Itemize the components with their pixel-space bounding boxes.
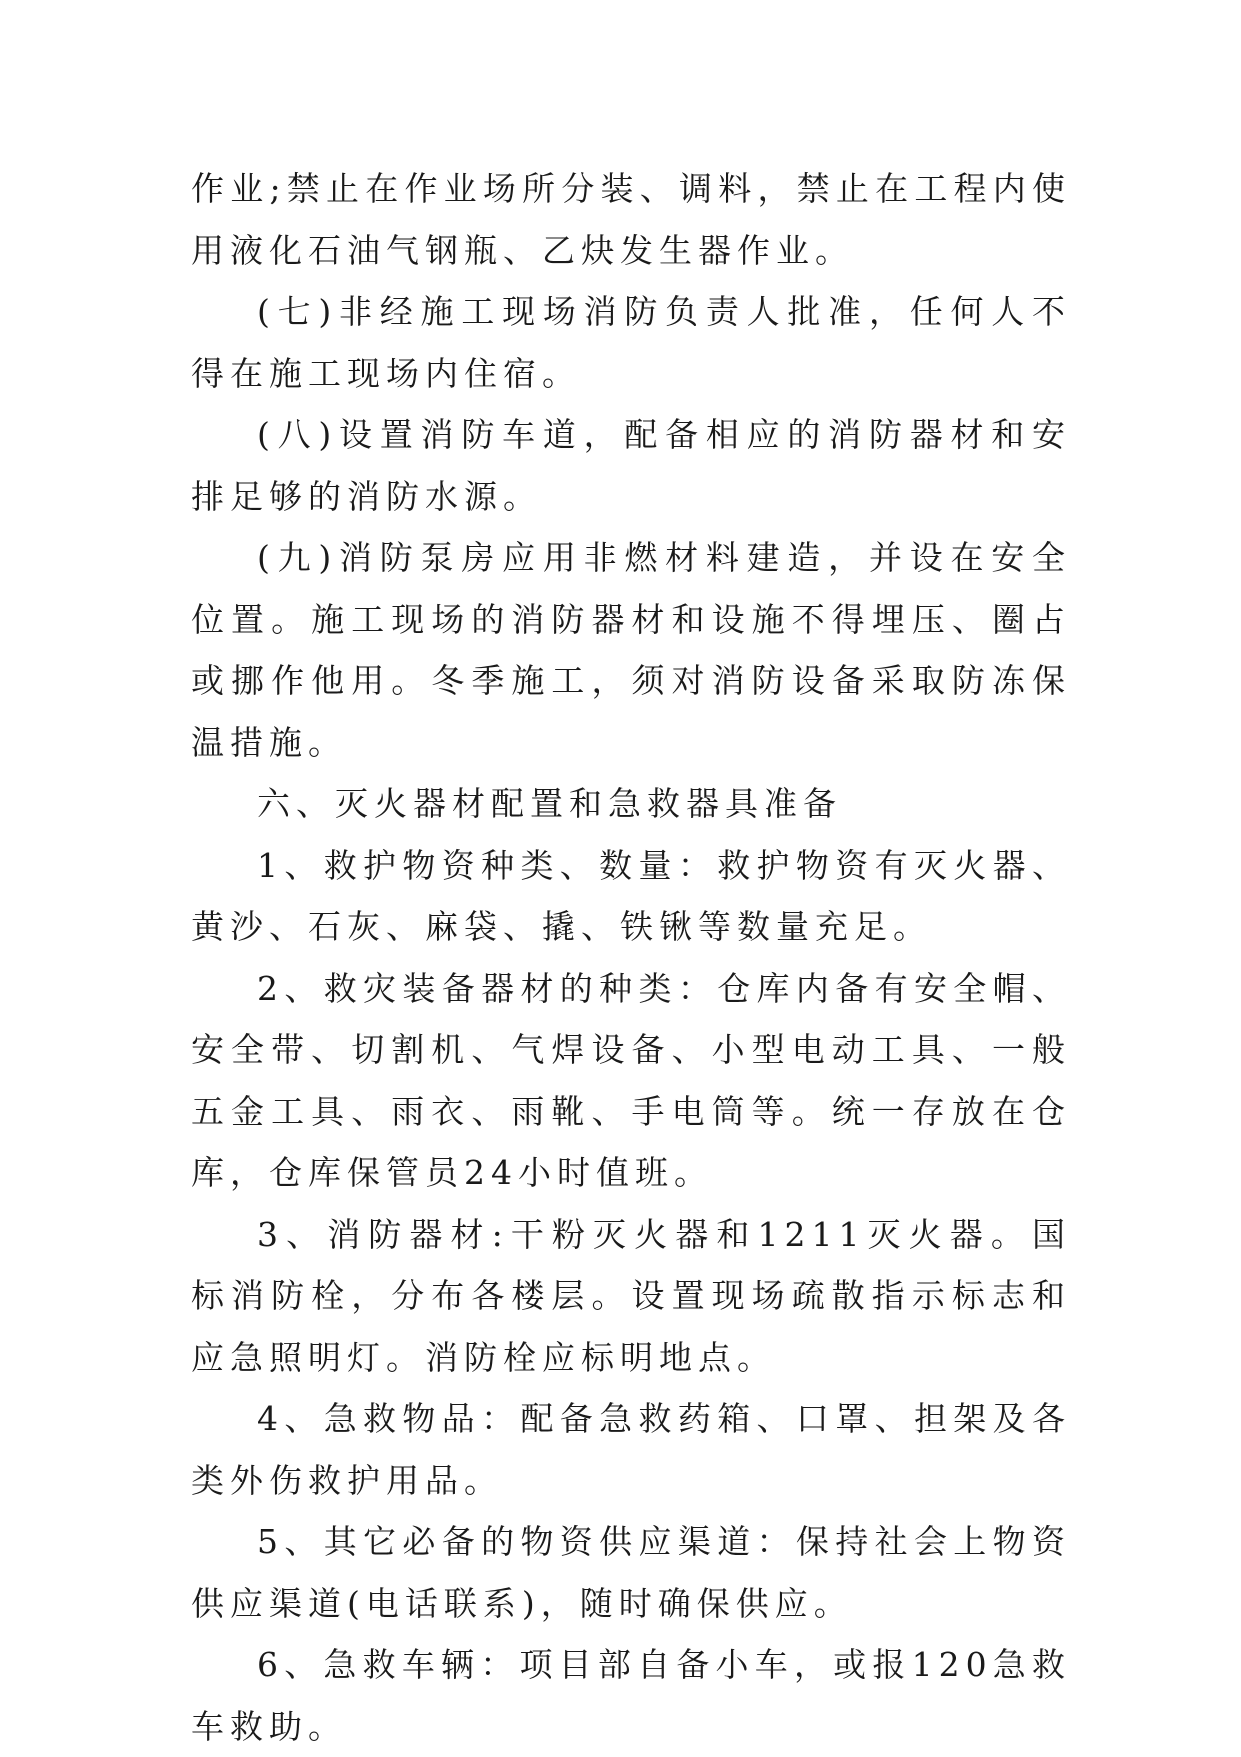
paragraph-item-7: (七)非经施工现场消防负责人批准，任何人不得在施工现场内住宿。 [191, 292, 1071, 393]
paragraph-rescue-supplies: 1、救护物资种类、数量：救护物资有灭火器、黄沙、石灰、麻袋、撬、铁锹等数量充足。 [191, 845, 1071, 946]
paragraph-fire-equipment: 3、消防器材:干粉灭火器和1211灭火器。国标消防栓，分布各楼层。设置现场疏散指示标志和应急照明灯。消防栓应标明地点。 [191, 1214, 1071, 1377]
paragraph-item-8: (八)设置消防车道，配备相应的消防器材和安排足够的消防水源。 [191, 415, 1071, 516]
paragraph-supply-channels: 5、其它必备的物资供应渠道：保持社会上物资供应渠道(电话联系)，随时确保供应。 [191, 1522, 1071, 1623]
paragraph-continuation: 作业;禁止在作业场所分装、调料，禁止在工程内使用液化石油气钢瓶、乙炔发生器作业。 [191, 169, 1071, 270]
section-heading-6: 六、灭火器材配置和急救器具准备 [257, 784, 842, 823]
paragraph-disaster-equipment: 2、救灾装备器材的种类：仓库内备有安全帽、安全带、切割机、气焊设备、小型电动工具、一般五金工具、雨衣、雨靴、手电筒等。统一存放在仓库，仓库保管员24小时值班。 [191, 968, 1071, 1192]
paragraph-ambulance: 6、急救车辆：项目部自备小车，或报120急救车救助。 [191, 1645, 1071, 1746]
paragraph-item-9: (九)消防泵房应用非燃材料建造，并设在安全位置。施工现场的消防器材和设施不得埋压、圈占或挪作他用。冬季施工，须对消防设备采取防冻保温措施。 [191, 538, 1071, 762]
paragraph-first-aid: 4、急救物品：配备急救药箱、口罩、担架及各类外伤救护用品。 [191, 1399, 1071, 1500]
document-body [191, 158, 1071, 1757]
